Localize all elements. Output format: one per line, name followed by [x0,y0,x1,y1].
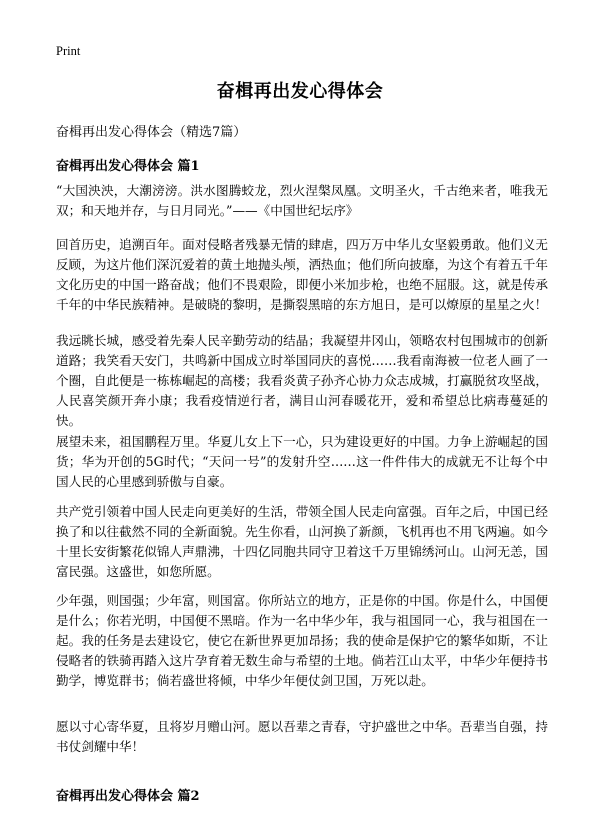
section-heading-2: 奋楫再出发心得体会 篇2 [56,789,200,804]
paragraph-6: 少年强，则国强；少年富，则国富。你所站立的地方，正是你的中国。你是什么，中国便是什么；你若光明，中国便不黑暗。作为一名中华少年，我与祖国同一心，我与祖国在一起。我的任务是去建设它，使它在新世界更加昂扬；我的使命是保护它的繁华如斯，不让侵略者的铁骑再踏入这片孕育着无数生命与希望的土地。倘若江山太平，中华少年便持书勤学，博览群书；倘若盛世将倾，中华少年便仗剑卫国，万死以赴。 [56,593,548,688]
document-subtitle: 奋楫再出发心得体会（精选7篇） [56,125,247,140]
paragraph-5: 共产党引领着中国人民走向更美好的生活，带领全国人民走向富强。百年之后，中国已经换了和以往截然不同的全新面貌。先生你看，山河换了新颜，飞机再也不用飞两遍。如今十里长安街繁花似锦人声鼎沸，十四亿同胞共同守卫着这千万里锦绣河山。山河无恙，国富民强。这盛世，如您所愿。 [56,504,548,579]
print-link[interactable]: Print [56,44,81,58]
paragraph-4: 展望未来，祖国鹏程万里。华夏儿女上下一心，只为建设更好的中国。力争上游崛起的国货；华为开创的5G时代；“天问一号”的发射升空……这一件件伟大的成就无不让每个中国人民的心里感到骄傲与自豪。 [56,434,548,489]
paragraph-2: 回首历史，追溯百年。面对侵略者残暴无情的肆虐，四万万中华儿女坚毅勇敢。他们义无反顾，为这片他们深沉爱着的黄土地抛头颅，洒热血；他们所向披靡，为这个有着五千年文化历史的中国一路奋战；他们不畏艰险，即便小米加步枪，也绝不屈服。这，就是传承千年的中华民族精神。是破晓的黎明，是撕裂黑暗的东方旭日，是可以燎原的星星之火！ [56,237,548,312]
section-heading-1: 奋楫再出发心得体会 篇1 [56,159,200,174]
document-title: 奋楫再出发心得体会 [216,81,384,102]
paragraph-3: 我远眺长城，感受着先秦人民辛勤劳动的结晶；我凝望井冈山，领略农村包围城市的创新道路；我笑看天安门，共鸣新中国成立时举国同庆的喜悦……我看南海被一位老人画了一个圈，自此便是一栋栋崛起的高楼；我看炎黄子孙齐心协力众志成城，打赢脱贫攻坚战，人民喜笑颜开奔小康；我看疫情逆行者，满目山河春暖花开，爱和希望总比病毒蔓延的快。 [56,333,548,428]
paragraph-7: 愿以寸心寄华夏，且将岁月赠山河。愿以吾辈之青春，守护盛世之中华。吾辈当自强，持书仗剑耀中华！ [56,719,548,754]
paragraph-1: “大国泱泱，大潮滂滂。洪水图腾蛟龙，烈火涅槃凤凰。文明圣火，千古绝来者，唯我无双；和天地并存，与日月同光。”——《中国世纪坛序》 [56,183,548,218]
